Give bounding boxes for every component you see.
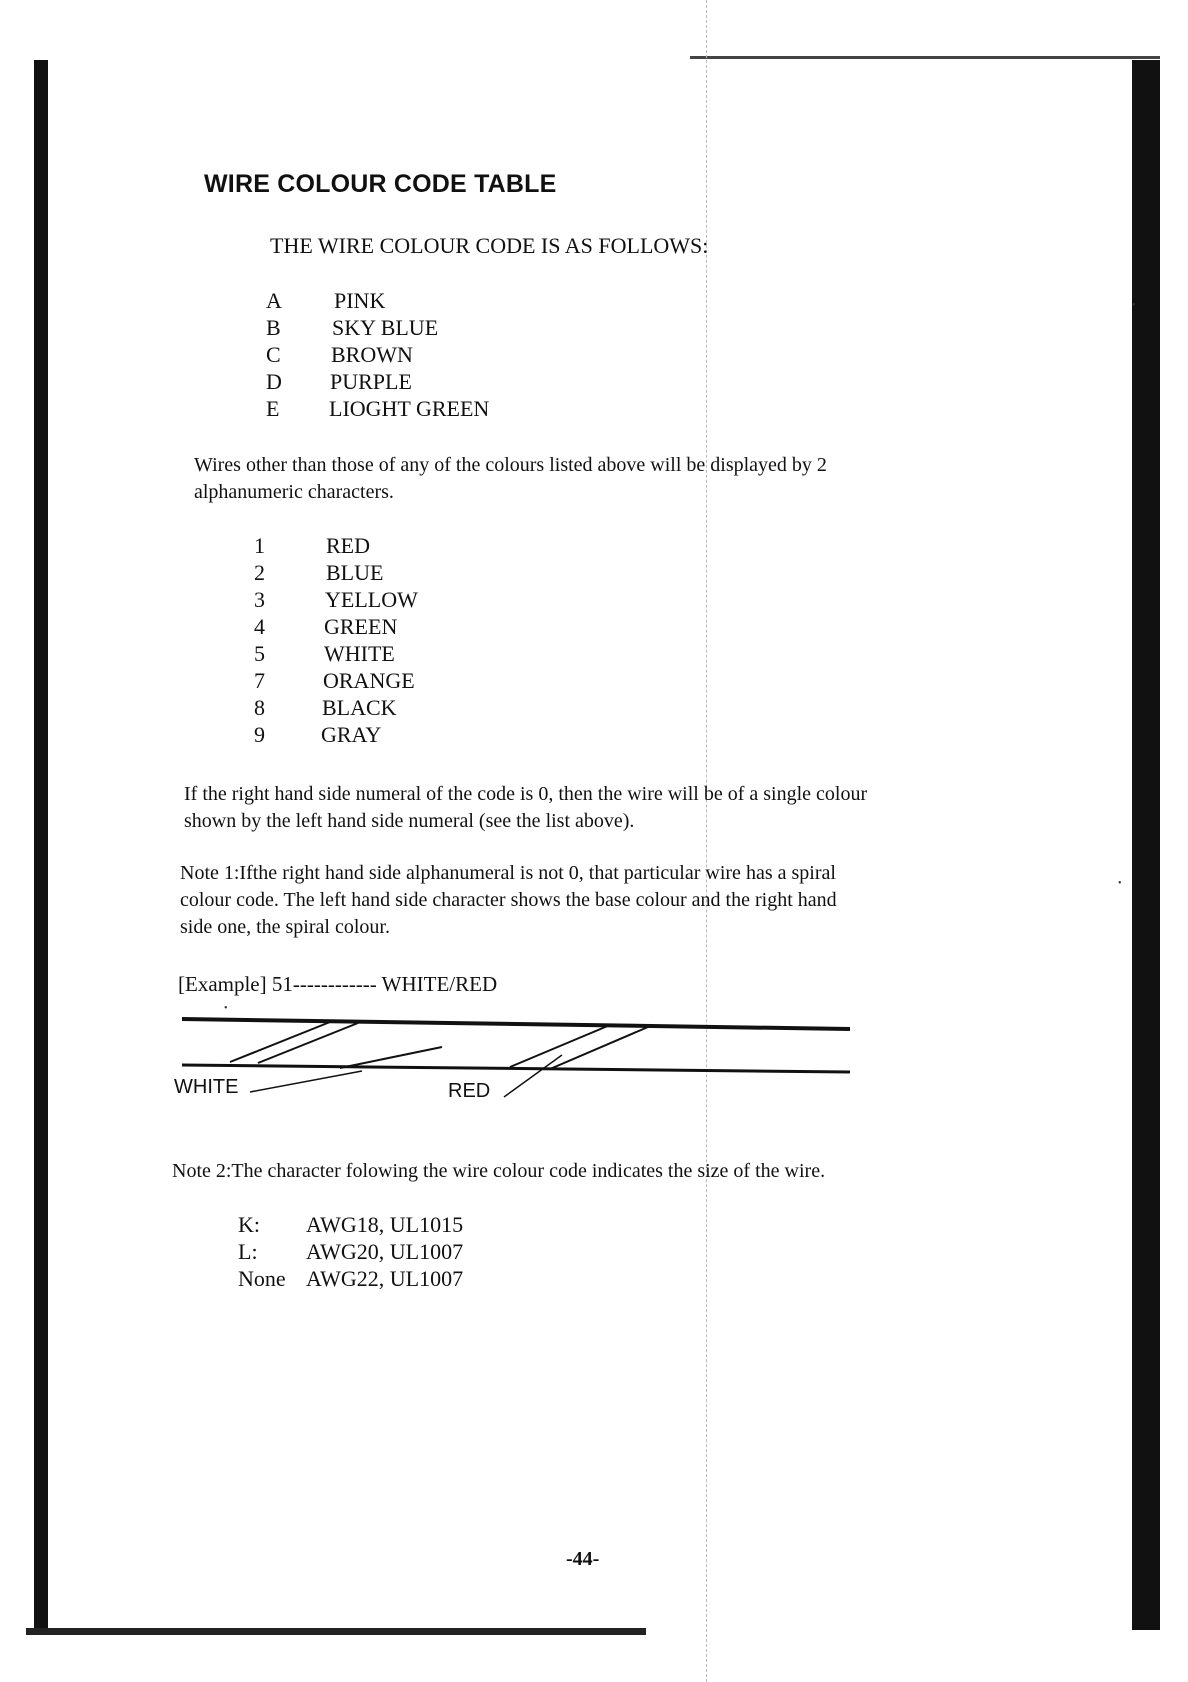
intro-text: THE WIRE COLOUR CODE IS AS FOLLOWS:: [270, 233, 709, 258]
size-code: K:: [238, 1212, 260, 1237]
code-number: 5: [254, 641, 265, 666]
scan-edge-left: [34, 60, 48, 1630]
page-number: -44-: [566, 1548, 600, 1570]
spiral-stripes: [230, 1022, 648, 1069]
spiral-stripe: [258, 1023, 358, 1063]
spiral-wire-diagram: [170, 1015, 860, 1105]
red-leader: [504, 1055, 562, 1097]
code-colour: GRAY: [321, 722, 382, 747]
code-colour: BROWN: [331, 342, 413, 367]
paragraph-line: colour code. The left hand side character shows the base colour and the right hand: [180, 889, 837, 911]
list-item: [254, 721, 494, 748]
list-item: [254, 667, 494, 694]
wire-bottom-edge: [182, 1065, 850, 1072]
size-value: AWG18, UL1015: [306, 1212, 464, 1237]
list-item: [254, 694, 494, 721]
code-letter: B: [266, 315, 281, 340]
code-colour: PINK: [334, 288, 386, 313]
code-letter: E: [266, 396, 280, 421]
code-colour: BLACK: [322, 695, 397, 720]
white-leader: [250, 1071, 362, 1092]
code-colour: ORANGE: [323, 668, 415, 693]
paragraph-line: side one, the spiral colour.: [180, 916, 390, 938]
size-code: L:: [238, 1239, 258, 1264]
label-leaders: [250, 1055, 562, 1097]
spiral-stripe: [510, 1025, 610, 1067]
size-code: None: [238, 1266, 286, 1291]
paragraph-line: alphanumeric characters.: [194, 481, 394, 503]
code-number: 3: [254, 587, 265, 612]
list-item: [238, 1265, 538, 1292]
single-colour-paragraph: [184, 781, 867, 835]
note-1: [180, 860, 837, 941]
list-item: [266, 314, 526, 341]
note-2: Note 2:The character folowing the wire colour code indicates the size of the wire.: [172, 1160, 826, 1182]
number-code-list: [254, 532, 494, 748]
paragraph-line: Note 1:Ifthe right hand side alphanumeral is not 0, that particular wire has a spiral: [180, 862, 836, 884]
scan-speck: •: [224, 1003, 228, 1014]
wire-size-list: [238, 1211, 538, 1292]
list-item: [266, 395, 526, 422]
wire-label-white: WHITE: [174, 1076, 239, 1098]
spiral-stripe: [340, 1047, 442, 1068]
wire-top-edge: [182, 1019, 850, 1029]
letter-code-list: [266, 287, 526, 422]
scan-speck: •: [1118, 878, 1122, 889]
list-item: [266, 368, 526, 395]
spiral-stripe: [230, 1022, 330, 1062]
scan-edge-top: [690, 56, 1160, 59]
code-colour: SKY BLUE: [332, 315, 439, 340]
list-item: [254, 640, 494, 667]
code-colour: BLUE: [326, 560, 384, 585]
code-colour: YELLOW: [325, 587, 418, 612]
code-colour: LIOGHT GREEN: [329, 396, 490, 421]
code-number: 7: [254, 668, 265, 693]
code-letter: D: [266, 369, 282, 394]
code-number: 1: [254, 533, 265, 558]
spiral-stripe: [550, 1027, 648, 1069]
wire-label-red: RED: [448, 1080, 491, 1102]
list-item: [254, 559, 494, 586]
list-item: [254, 613, 494, 640]
code-number: 4: [254, 614, 265, 639]
code-number: 9: [254, 722, 265, 747]
list-item: [238, 1238, 538, 1265]
scan-edge-right: [1132, 60, 1160, 1630]
code-colour: GREEN: [324, 614, 398, 639]
list-item: [238, 1211, 538, 1238]
list-item: [254, 586, 494, 613]
size-value: AWG20, UL1007: [306, 1239, 464, 1264]
list-item: [266, 341, 526, 368]
code-colour: PURPLE: [330, 369, 412, 394]
code-number: 8: [254, 695, 265, 720]
list-item: [266, 287, 526, 314]
code-number: 2: [254, 560, 265, 585]
code-letter: A: [266, 288, 282, 313]
scan-edge-bottom: [26, 1628, 646, 1635]
example-text: [Example] 51------------ WHITE/RED: [178, 972, 498, 996]
code-letter: C: [266, 342, 281, 367]
list-item: [254, 532, 494, 559]
paragraph-line: Wires other than those of any of the colours listed above will be displayed by 2: [194, 454, 827, 476]
scan-speck: •: [1132, 300, 1136, 311]
page-title: WIRE COLOUR CODE TABLE: [204, 170, 557, 198]
size-value: AWG22, UL1007: [306, 1266, 464, 1291]
other-colours-paragraph: [194, 452, 827, 506]
code-colour: RED: [326, 533, 370, 558]
code-colour: WHITE: [324, 641, 395, 666]
paragraph-line: If the right hand side numeral of the code is 0, then the wire will be of a single colour: [184, 783, 868, 805]
paragraph-line: shown by the left hand side numeral (see the list above).: [184, 810, 635, 832]
